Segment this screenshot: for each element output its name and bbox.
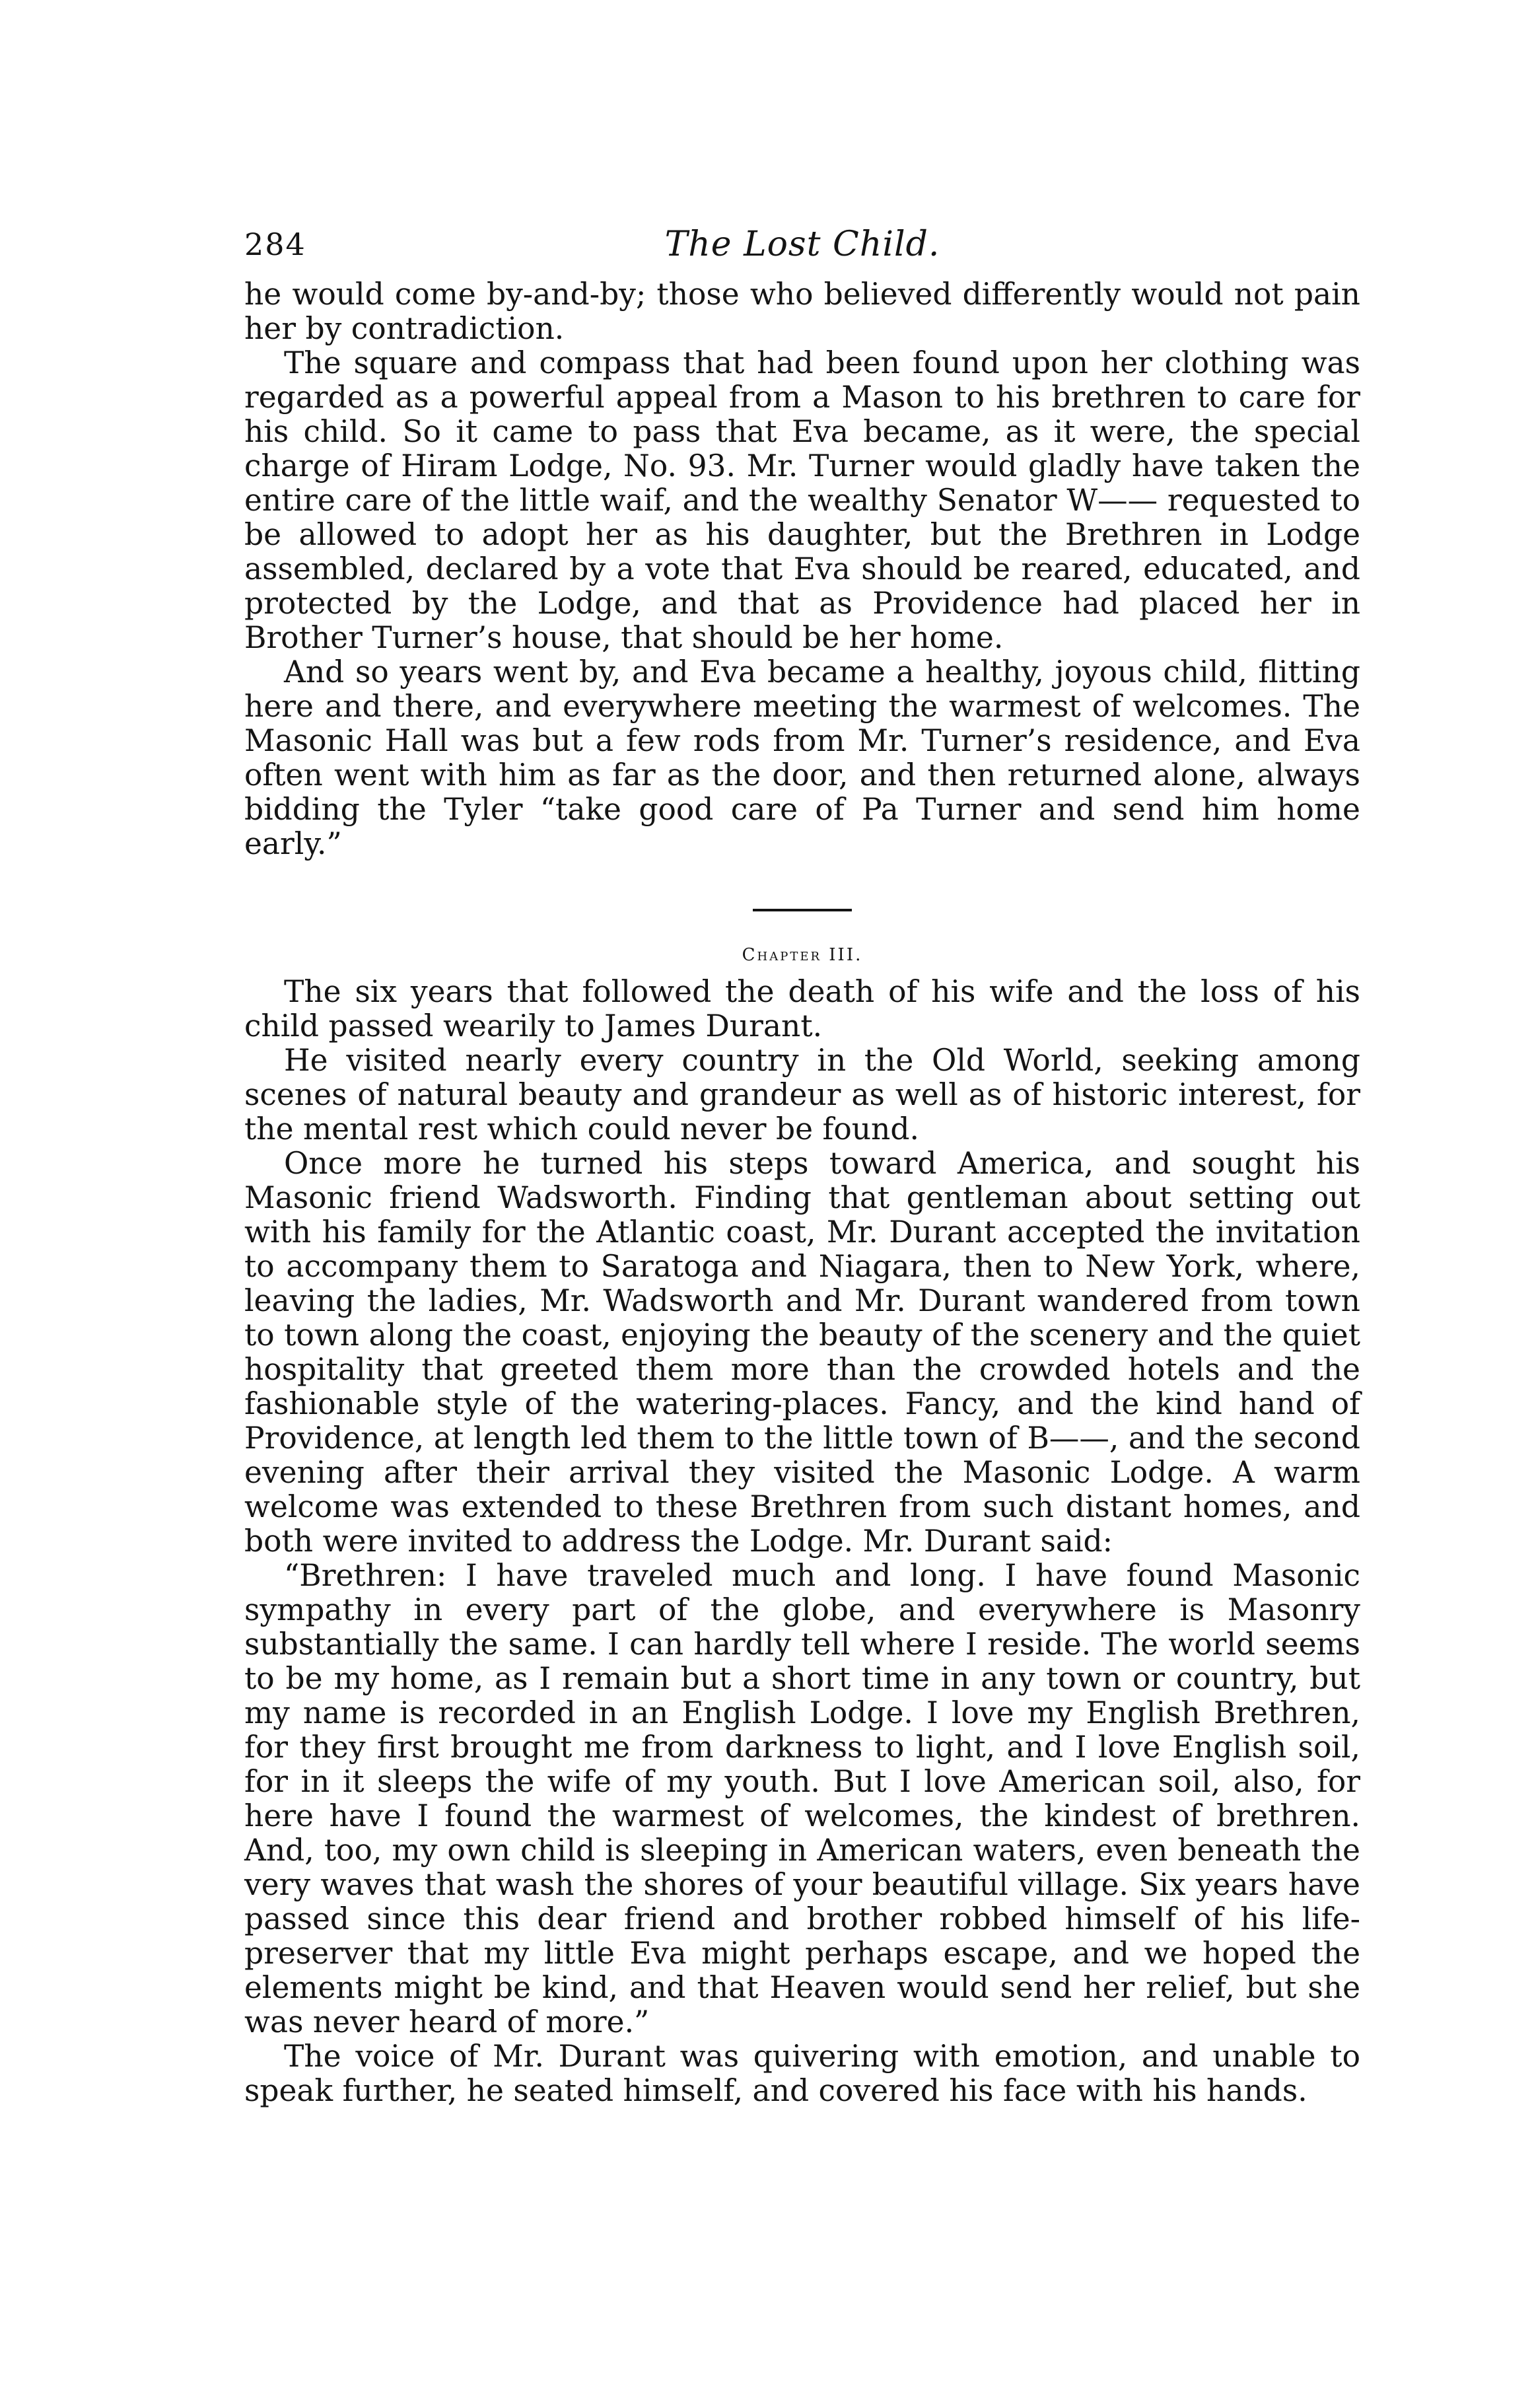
paragraph: The voice of Mr. Durant was quivering with emotion, and unable to speak further, he seated himself, and covered his face with his hands.	[244, 2039, 1360, 2108]
book-page	[244, 225, 1360, 2272]
paragraph: The six years that followed the death of his wife and the loss of his child passed wearily to James Durant.	[244, 974, 1360, 1044]
body-text	[244, 277, 1360, 2108]
paragraph: He visited nearly every country in the Old World, seeking among scenes of natural beauty and grandeur as well as of historic interest, for the mental rest which could never be found.	[244, 1043, 1360, 1147]
page-number: 284	[244, 227, 306, 262]
section-rule	[753, 909, 852, 911]
running-title: The Lost Child.	[664, 225, 940, 264]
paragraph-continued: he would come by-and-by; those who believed differently would not pain her by contradiction.	[244, 277, 1360, 346]
chapter-heading: Chapter III.	[742, 945, 863, 965]
paragraph: The square and compass that had been found upon her clothing was regarded as a powerful appeal from a Mason to his brethren to care for his child. So it came to pass that Eva became, as it were, the special charge of Hiram Lodge, No. 93. Mr. Turner would gladly have taken the entire care of the little waif, and the wealthy Senator W—— requested to be allowed to adopt her as his daughter, but the Brethren in Lodge assembled, declared by a vote that Eva should be reared, educated, and protected by the Lodge, and that as Providence had placed her in Brother Turner’s house, that should be her home.	[244, 345, 1360, 655]
paragraph: “Brethren: I have traveled much and long. I have found Masonic sympathy in every part of the globe, and everywhere is Masonry substantially the same. I can hardly tell where I reside. The world seems to be my home, as I remain but a short time in any town or country, but my name is recorded in an English Lodge. I love my English Brethren, for they first brought me from darkness to light, and I love English soil, for in it sleeps the wife of my youth. But I love American soil, also, for here have I found the warmest of welcomes, the kindest of brethren. And, too, my own child is sleeping in American waters, even beneath the very waves that wash the shores of your beautiful village. Six years have passed since this dear friend and brother robbed himself of his life-preserver that my little Eva might perhaps escape, and we hoped the elements might be kind, and that Heaven would send her relief, but she was never heard of more.”	[244, 1558, 1360, 2039]
running-head	[244, 225, 1360, 271]
paragraph: And so years went by, and Eva became a healthy, joyous child, flitting here and there, and everywhere meeting the warmest of welcomes. The Masonic Hall was but a few rods from Mr. Turner’s residence, and Eva often went with him as far as the door, and then returned alone, always bidding the Tyler “take good care of Pa Turner and send him home early.”	[244, 655, 1360, 861]
paragraph: Once more he turned his steps toward America, and sought his Masonic friend Wadsworth. Finding that gentleman about setting out with his family for the Atlantic coast, Mr. Durant accepted the invitation to accompany them to Saratoga and Niagara, then to New York, where, leaving the ladies, Mr. Wadsworth and Mr. Durant wandered from town to town along the coast, enjoying the beauty of the scenery and the quiet hospitality that greeted them more than the crowded hotels and the fashionable style of the watering-places. Fancy, and the kind hand of Providence, at length led them to the little town of B——, and the second evening after their arrival they visited the Masonic Lodge. A warm welcome was extended to these Brethren from such distant homes, and both were invited to address the Lodge. Mr. Durant said:	[244, 1146, 1360, 1559]
